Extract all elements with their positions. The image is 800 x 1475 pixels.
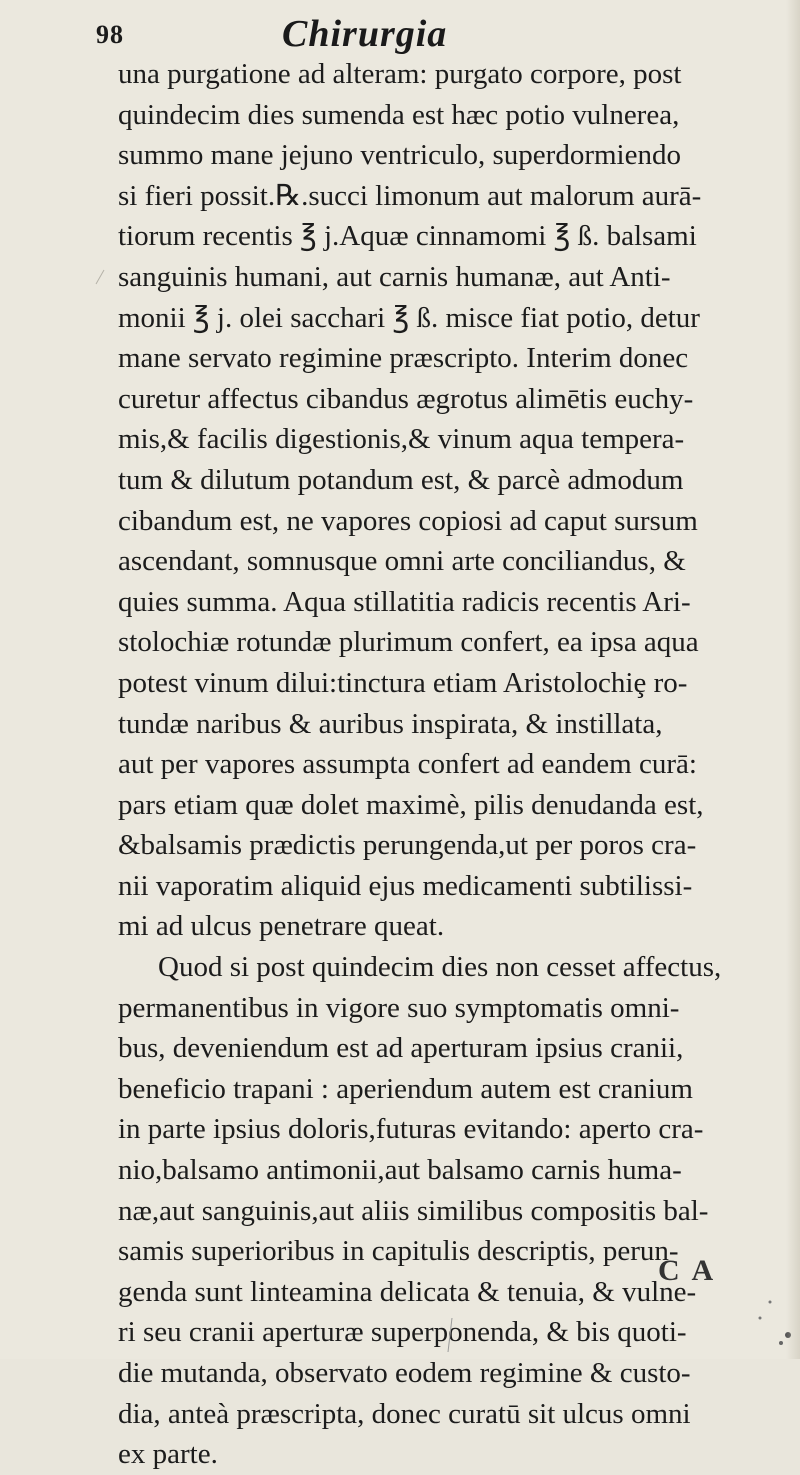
text-line: in parte ipsius doloris,futuras evitando: aperto cra-	[118, 1113, 704, 1146]
text-line: pars etiam quæ dolet maximè, pilis denudanda est,	[118, 788, 704, 821]
text-line: tiorum recentis ℥ j.Aquæ cinnamomi ℥ ß. balsami	[118, 220, 697, 253]
text-line: nii vaporatim aliquid ejus medicamenti subtilissi-	[118, 869, 693, 902]
text-line: samis superioribus in capitulis descriptis, perun-	[118, 1235, 679, 1268]
text-line: summo mane jejuno ventriculo, superdormiendo	[118, 139, 681, 172]
page-header	[96, 6, 796, 58]
text-line: ri seu cranii aperturæ superponenda, & bis quoti-	[118, 1316, 687, 1349]
text-line: si fieri possit.℞.succi limonum aut malorum aurā-	[118, 179, 702, 212]
text-line: bus, deveniendum est ad aperturam ipsius cranii,	[118, 1032, 684, 1065]
text-line: die mutanda, observato eodem regimine & custo-	[118, 1357, 691, 1389]
text-line: cibandum est, ne vapores copiosi ad caput sursum	[118, 504, 698, 537]
page-number: 98	[96, 20, 124, 49]
text-line: beneficio trapani : aperiendum autem est cranium	[118, 1072, 693, 1105]
text-line: mane servato regimine præscripto. Interim donec	[118, 342, 689, 375]
text-line: dia, anteà præscripta, donec curatū sit ulcus omni	[118, 1397, 691, 1430]
text-line: genda sunt linteamina delicata & tenuia, & vulne-	[118, 1275, 697, 1308]
catchword: C A	[658, 1254, 717, 1287]
text-line: quies summa. Aqua stillatitia radicis recentis Ari-	[118, 585, 691, 618]
running-title: Chirurgia	[282, 13, 448, 55]
text-line: aut per vapores assumpta confert ad eandem curā:	[118, 748, 697, 781]
text-line: tundæ naribus & auribus inspirata, & instillata,	[118, 707, 663, 740]
text-line: quindecim dies sumenda est hæc potio vulnerea,	[118, 98, 680, 131]
text-line: ascendant, somnusque omni arte conciliandus, &	[118, 545, 686, 578]
text-line: stolochiæ rotundæ plurimum confert, ea ipsa aqua	[118, 626, 699, 659]
text-line: curetur affectus cibandus ægrotus alimētis euchy-	[118, 382, 694, 415]
text-line: permanentibus in vigore suo symptomatis omni-	[118, 991, 680, 1024]
text-line: næ,aut sanguinis,aut aliis similibus compositis bal-	[118, 1194, 709, 1227]
text-line: mi ad ulcus penetrare queat.	[118, 910, 445, 943]
text-line: monii ℥ j. olei sacchari ℥ ß. misce fiat potio, detur	[118, 301, 700, 334]
text-line: potest vinum dilui:tinctura etiam Aristolochiȩ ro-	[118, 666, 688, 699]
text-line: una purgatione ad alteram: purgato corpore, post	[118, 58, 682, 90]
text-line: tum & dilutum potandum est, & parcè admodum	[118, 463, 684, 496]
text-line: &balsamis prædictis perungenda,ut per poros cra-	[118, 829, 697, 862]
text-line: Quod si post quindecim dies non cesset affectus,	[158, 951, 722, 984]
text-line: sanguinis humani, aut carnis humanæ, aut Anti-	[118, 260, 671, 293]
text-line: nio,balsamo antimonii,aut balsamo carnis huma-	[118, 1154, 682, 1187]
text-line: mis,& facilis digestionis,& vinum aqua tempera-	[118, 423, 685, 456]
text-line: ex parte.	[118, 1438, 218, 1471]
